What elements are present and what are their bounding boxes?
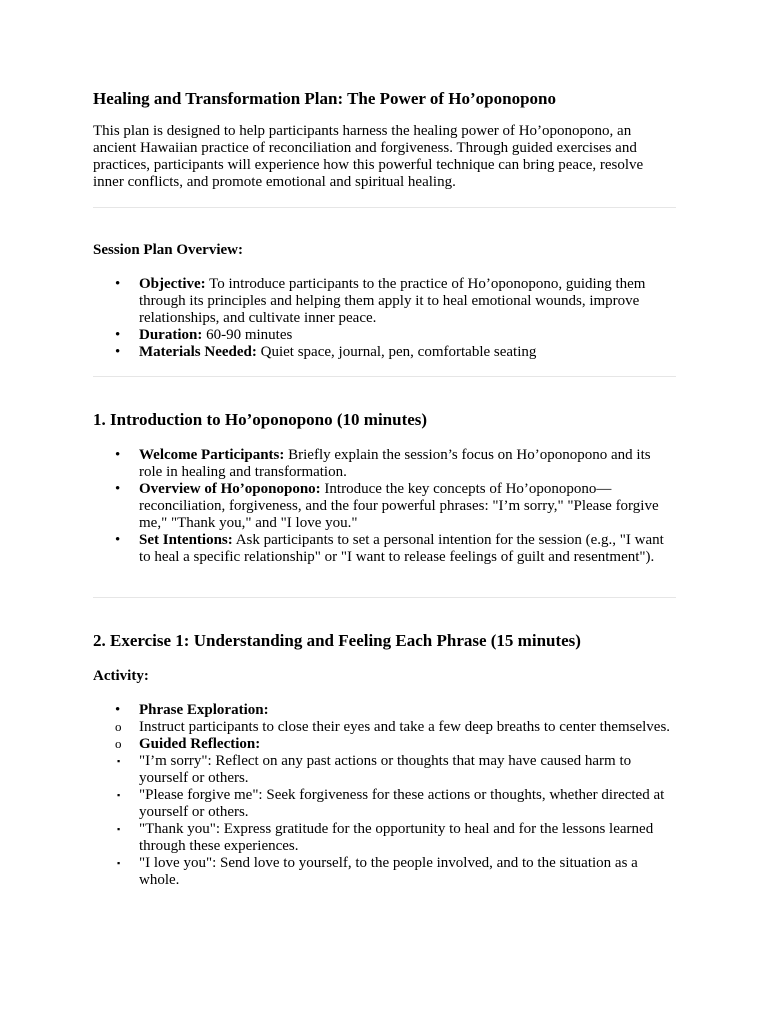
circle-bullet-icon: o bbox=[115, 719, 122, 734]
list-item bbox=[93, 481, 676, 532]
list-item bbox=[93, 719, 676, 736]
activity-list bbox=[93, 702, 676, 889]
item-text: Introduce the key concepts of Ho’oponopono—reconciliation, forgiveness, and the four powerful phrases: "I’m sorry," "Please forgive me," "Thank you," and "I love you." bbox=[139, 481, 659, 531]
list-item bbox=[93, 327, 676, 344]
overview-list bbox=[93, 276, 676, 361]
bullet-icon: • bbox=[115, 447, 121, 463]
bullet-icon: • bbox=[115, 276, 121, 292]
activity-label: Activity: bbox=[93, 668, 149, 684]
list-item bbox=[93, 344, 676, 361]
list-item bbox=[93, 736, 676, 889]
bullet-icon: • bbox=[115, 481, 121, 497]
item-text: Quiet space, journal, pen, comfortable seating bbox=[260, 344, 537, 360]
item-label: Guided Reflection: bbox=[139, 736, 261, 752]
sub-list bbox=[115, 719, 676, 889]
item-label: Objective: bbox=[139, 276, 206, 292]
item-text: 60-90 minutes bbox=[206, 327, 293, 343]
bullet-icon: • bbox=[115, 327, 121, 343]
overview-heading: Session Plan Overview: bbox=[93, 242, 243, 258]
list-item bbox=[93, 532, 676, 566]
list-item bbox=[93, 753, 676, 787]
section1-heading: 1. Introduction to Ho’oponopono (10 minutes) bbox=[93, 410, 428, 429]
bullet-icon: • bbox=[115, 702, 121, 718]
item-label: Materials Needed: bbox=[139, 344, 257, 360]
bullet-icon: • bbox=[115, 532, 121, 548]
phrase-list bbox=[117, 753, 676, 889]
item-text: Briefly explain the session’s focus on Ho’oponopono and its role in healing and transformation. bbox=[139, 447, 651, 480]
list-item bbox=[93, 702, 676, 889]
item-text: Instruct participants to close their eyes and take a few deep breaths to center themselves. bbox=[139, 719, 671, 735]
bullet-icon: • bbox=[115, 344, 121, 360]
item-text: Ask participants to set a personal intention for the session (e.g., "I want to heal a specific relationship" or "I want to release feelings of guilt and resentment"). bbox=[139, 532, 664, 565]
section2-heading: 2. Exercise 1: Understanding and Feeling Each Phrase (15 minutes) bbox=[93, 631, 581, 650]
square-bullet-icon: ▪ bbox=[117, 858, 121, 868]
item-text: "I’m sorry": Reflect on any past actions or thoughts that may have caused harm to yourself or others. bbox=[139, 753, 632, 786]
square-bullet-icon: ▪ bbox=[117, 756, 121, 766]
item-label: Overview of Ho’oponopono: bbox=[139, 481, 321, 497]
document-title: Healing and Transformation Plan: The Power of Ho’oponopono bbox=[93, 89, 556, 108]
item-label: Phrase Exploration: bbox=[139, 702, 269, 718]
list-item bbox=[93, 821, 676, 855]
list-item bbox=[93, 787, 676, 821]
item-text: "Thank you": Express gratitude for the opportunity to heal and for the lessons learned through these experiences. bbox=[139, 821, 654, 854]
item-label: Welcome Participants: bbox=[139, 447, 285, 463]
intro-paragraph: This plan is designed to help participants harness the healing power of Ho’oponopono, an ancient Hawaiian practice of reconciliation and forgiveness. Through guided exercises and practices, participants will experience how this powerful technique can bring peace, resolve inner conflicts, and promote emotional and spiritual healing. bbox=[93, 123, 644, 190]
item-text: "Please forgive me": Seek forgiveness for these actions or thoughts, whether directed at yourself or others. bbox=[139, 787, 665, 820]
divider bbox=[93, 597, 676, 598]
list-item bbox=[93, 276, 676, 327]
divider bbox=[93, 376, 676, 377]
item-text: "I love you": Send love to yourself, to the people involved, and to the situation as a whole. bbox=[139, 855, 638, 888]
divider bbox=[93, 207, 676, 208]
section1-list bbox=[93, 447, 676, 566]
list-item bbox=[93, 447, 676, 481]
list-item bbox=[93, 855, 676, 889]
item-label: Duration: bbox=[139, 327, 203, 343]
item-text: To introduce participants to the practice of Ho’oponopono, guiding them through its principles and helping them apply it to heal emotional wounds, improve relationships, and cultivate inner peace. bbox=[139, 276, 646, 326]
item-label: Set Intentions: bbox=[139, 532, 233, 548]
square-bullet-icon: ▪ bbox=[117, 824, 121, 834]
square-bullet-icon: ▪ bbox=[117, 790, 121, 800]
circle-bullet-icon: o bbox=[115, 736, 122, 751]
